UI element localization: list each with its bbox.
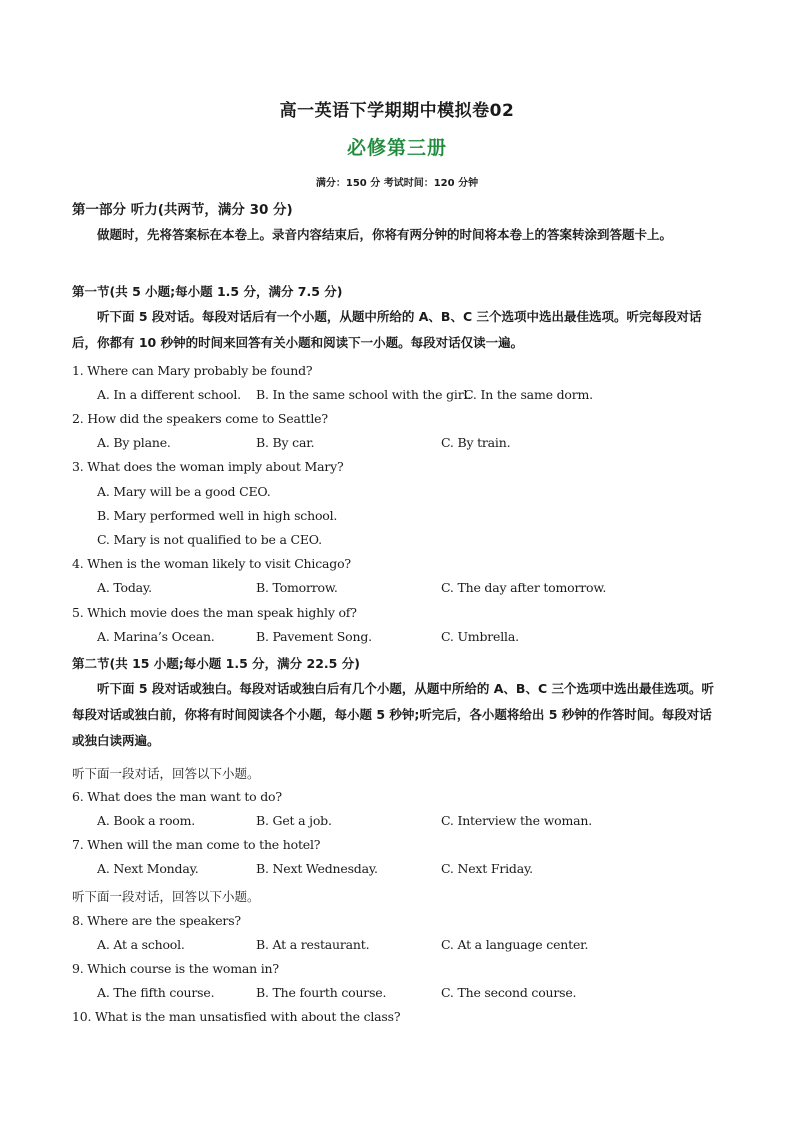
exam-title: 高一英语下学期期中模拟卷02 (279, 101, 515, 121)
q2-option-c: C. By train. (441, 435, 511, 450)
question-5: 5. Which movie does the man speak highly of? (72, 605, 357, 620)
exam-subtitle: 必修第三册 (346, 137, 447, 159)
q9-option-b: B. The fourth course. (256, 985, 387, 1000)
part1-intro: 做题时，先将答案标在本卷上。录音内容结束后，你将有两分钟的时间将本卷上的答案转涂到答题卡上。 (97, 227, 673, 242)
listen-note-1: 听下面一段对话，回答以下小题。 (72, 766, 260, 781)
q8-option-b: B. At a restaurant. (256, 937, 370, 952)
question-4: 4. When is the woman likely to visit Chicago? (72, 556, 351, 571)
q8-option-a: A. At a school. (97, 937, 185, 952)
q5-option-a: A. Marina’s Ocean. (97, 629, 215, 644)
q1-option-b: B. In the same school with the girl. (256, 387, 472, 402)
q1-option-c: C. In the same dorm. (464, 387, 593, 402)
question-3: 3. What does the woman imply about Mary? (72, 459, 344, 474)
q3-option-c: C. Mary is not qualified to be a CEO. (97, 532, 322, 547)
question-7: 7. When will the man come to the hotel? (72, 837, 321, 852)
question-10: 10. What is the man unsatisfied with about the class? (72, 1009, 401, 1024)
question-9: 9. Which course is the woman in? (72, 961, 279, 976)
q3-option-a: A. Mary will be a good CEO. (97, 484, 271, 499)
question-6: 6. What does the man want to do? (72, 789, 282, 804)
question-8: 8. Where are the speakers? (72, 913, 241, 928)
q3-option-b: B. Mary performed well in high school. (97, 508, 338, 523)
question-1: 1. Where can Mary probably be found? (72, 363, 313, 378)
section1-heading: 第一节(共 5 小题;每小题 1.5 分，满分 7.5 分) (72, 284, 343, 299)
q9-option-c: C. The second course. (441, 985, 577, 1000)
q6-option-a: A. Book a room. (97, 813, 196, 828)
q2-option-b: B. By car. (256, 435, 315, 450)
part1-heading: 第一部分 听力(共两节，满分 30 分) (72, 202, 293, 218)
q7-option-a: A. Next Monday. (97, 861, 199, 876)
section1-instructions: 听下面 5 段对话。每段对话后有一个小题，从题中所给的 A、B、C 三个选项中选出最佳选项。听完每段对话后，你都有 10 秒钟的时间来回答有关小题和阅读下一小题。每段对话仅读一遍。 (72, 309, 702, 350)
q5-option-c: C. Umbrella. (441, 629, 519, 644)
q9-option-a: A. The fifth course. (97, 985, 215, 1000)
question-2: 2. How did the speakers come to Seattle? (72, 411, 328, 426)
q6-option-c: C. Interview the woman. (441, 813, 592, 828)
q7-option-b: B. Next Wednesday. (256, 861, 378, 876)
q1-option-a: A. In a different school. (97, 387, 241, 402)
q2-option-a: A. By plane. (97, 435, 171, 450)
exam-meta: 满分：150 分 考试时间：120 分钟 (315, 178, 479, 189)
q7-option-c: C. Next Friday. (441, 861, 533, 876)
q5-option-b: B. Pavement Song. (256, 629, 372, 644)
section2-heading: 第二节(共 15 小题;每小题 1.5 分，满分 22.5 分) (72, 656, 360, 671)
q4-option-a: A. Today. (97, 580, 152, 595)
listen-note-2: 听下面一段对话，回答以下小题。 (72, 889, 260, 904)
q4-option-c: C. The day after tomorrow. (441, 580, 607, 595)
q6-option-b: B. Get a job. (256, 813, 332, 828)
section2-instructions: 听下面 5 段对话或独白。每段对话或独白后有几个小题，从题中所给的 A、B、C 三个选项中选出最佳选项。听每段对话或独白前，你将有时间阅读各个小题，每小题 5 秒钟;听完后，各小题将给出 5 秒钟的作答时间。每段对话或独白读两遍。 (72, 681, 714, 748)
q8-option-c: C. At a language center. (441, 937, 589, 952)
q4-option-b: B. Tomorrow. (256, 580, 338, 595)
